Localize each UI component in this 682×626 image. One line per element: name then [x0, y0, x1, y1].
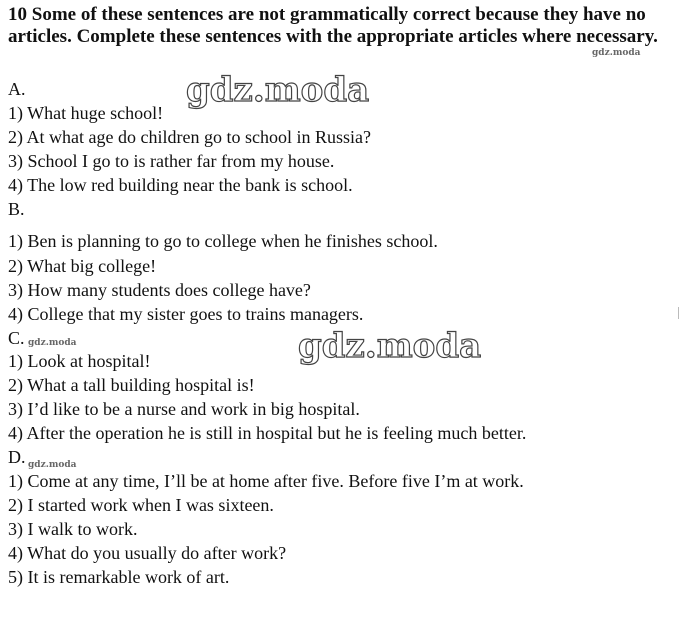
section-b-label: B. [8, 199, 25, 219]
section-d-item-1: 1) Come at any time, I’ll be at home after five. Before five I’m at work. [8, 471, 524, 491]
section-c-item-4: 4) After the operation he is still in hospital but he is feeling much better. [8, 423, 527, 443]
section-c-item-1: 1) Look at hospital! [8, 351, 151, 371]
section-c-label: C. [8, 328, 25, 348]
watermark-small-c: gdz.moda [28, 338, 77, 348]
section-a-item-3: 3) School I go to is rather far from my house. [8, 151, 335, 171]
section-b-item-2: 2) What big college! [8, 256, 157, 276]
page-edge-mark [678, 307, 679, 319]
section-d-item-3: 3) I walk to work. [8, 519, 138, 539]
section-a-item-4: 4) The low red building near the bank is school. [8, 175, 353, 195]
section-d-item-5: 5) It is remarkable work of art. [8, 567, 230, 587]
watermark-large-top: gdz.moda [186, 70, 370, 110]
section-c-item-2: 2) What a tall building hospital is! [8, 375, 255, 395]
section-b-item-3: 3) How many students does college have? [8, 280, 311, 300]
section-d-label: D. [8, 447, 26, 467]
watermark-small-top: gdz.moda [592, 48, 641, 58]
section-d-item-2: 2) I started work when I was sixteen. [8, 495, 274, 515]
section-d-item-4: 4) What do you usually do after work? [8, 543, 287, 563]
section-a-item-1: 1) What huge school! [8, 103, 164, 123]
section-a-label: A. [8, 79, 26, 99]
section-b-item-4: 4) College that my sister goes to trains managers. [8, 304, 364, 324]
section-c-item-3: 3) I’d like to be a nurse and work in big hospital. [8, 399, 360, 419]
watermark-small-d: gdz.moda [28, 460, 77, 470]
section-b-item-1: 1) Ben is planning to go to college when he finishes school. [8, 231, 438, 251]
watermark-large-middle: gdz.moda [298, 326, 482, 366]
section-a-item-2: 2) At what age do children go to school in Russia? [8, 127, 371, 147]
exercise-heading: 10 Some of these sentences are not grammatically correct because they have no articles. Complete these sentences with the appropriate articles where necessary. [8, 4, 658, 47]
